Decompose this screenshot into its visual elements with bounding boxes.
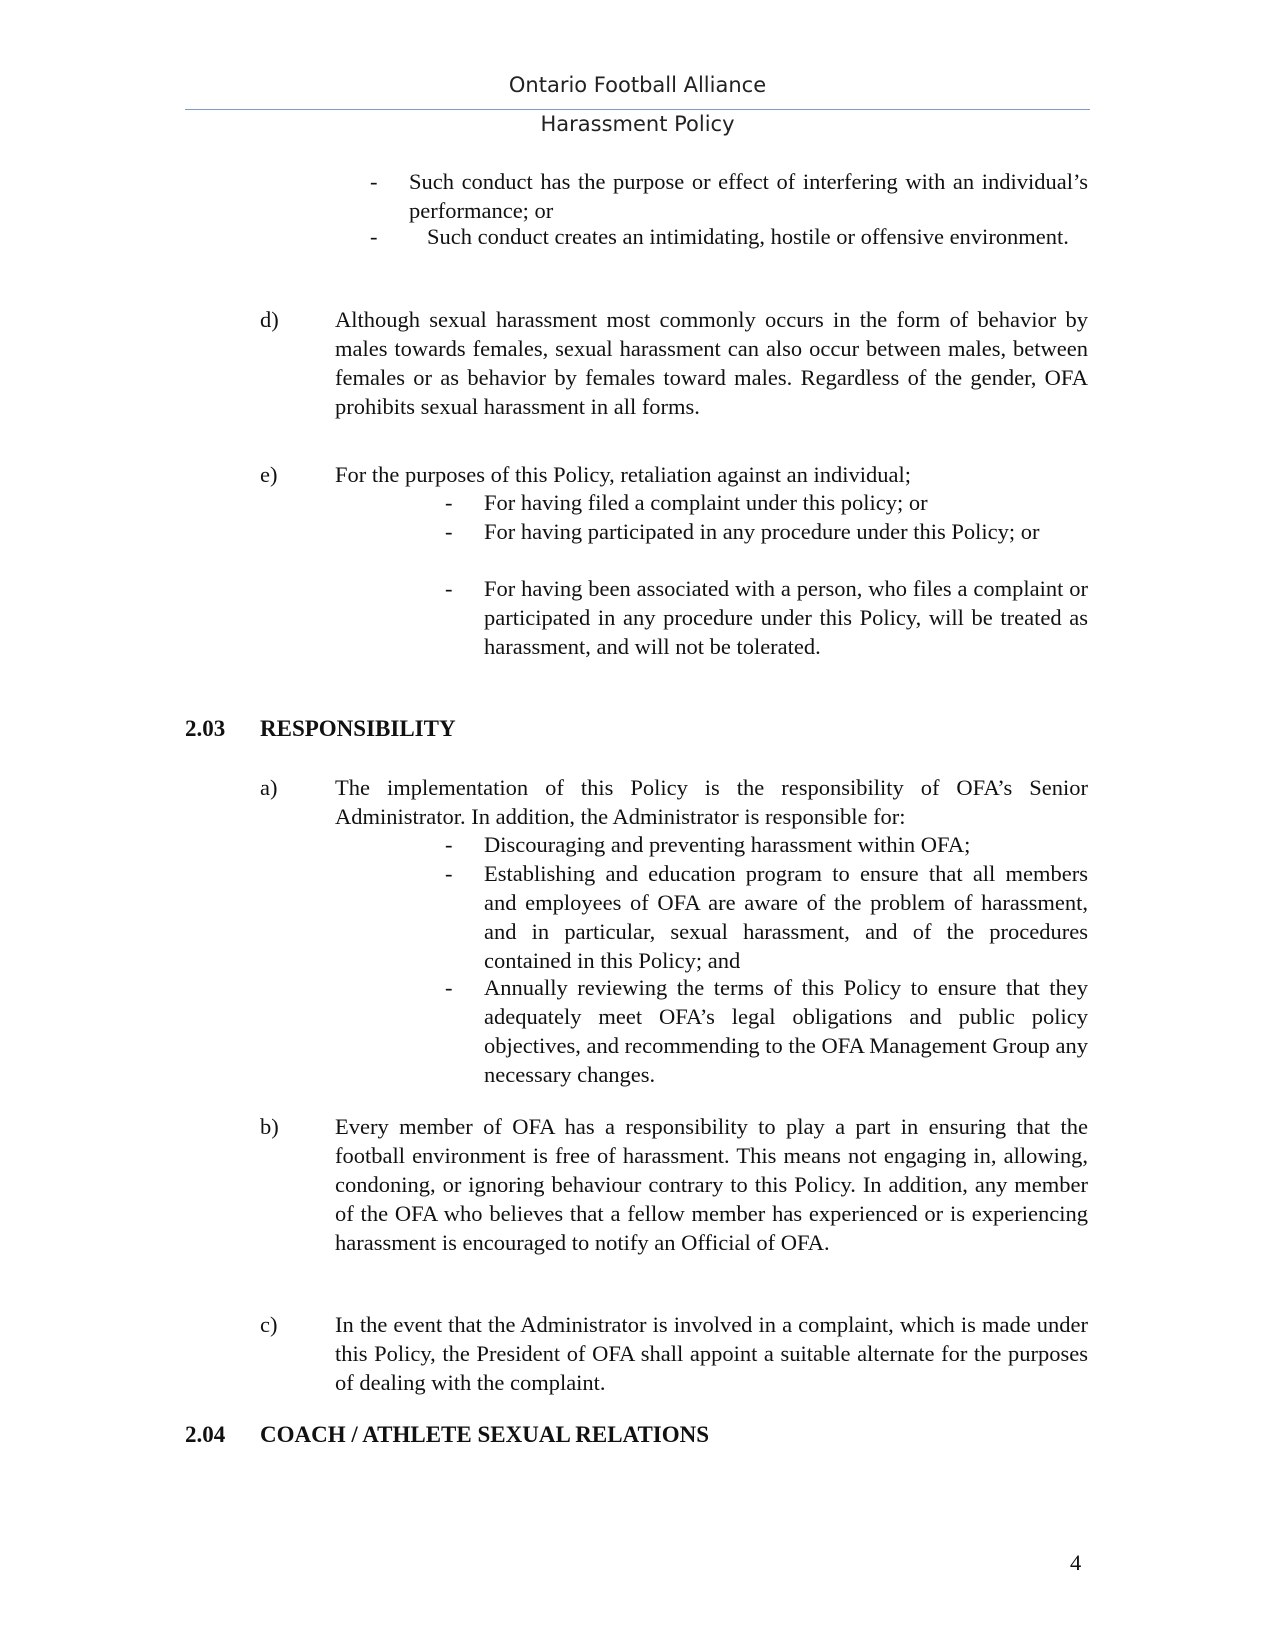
bullet-dash: - (445, 975, 453, 1000)
bullet-dash: - (445, 576, 453, 601)
bullet-dash: - (370, 224, 378, 249)
item-a-bullet-2: Establishing and education program to ensure that all members and employees of OFA are aware of the problem of harassment, and in particular, sexual harassment, and of the procedures contained in this Policy; and (484, 861, 1088, 973)
item-d-paragraph: Although sexual harassment most commonly occurs in the form of behavior by males towards females, sexual harassment can also occur between males, between females or as behavior by females toward males. Regardless of the gender, OFA prohibits sexual harassment in all forms. (335, 307, 1088, 419)
intro-bullet-1: Such conduct has the purpose or effect of interfering with an individual’s performance; or (409, 169, 1088, 223)
bullet-dash: - (445, 519, 453, 544)
item-e-bullet-1: For having filed a complaint under this policy; or (484, 490, 928, 515)
item-label: a) (260, 775, 278, 800)
section-number: 2.03 (185, 716, 226, 741)
item-b-paragraph: Every member of OFA has a responsibility to play a part in ensuring that the football environment is free of harassment. This means not engaging in, allowing, condoning, or ignoring behaviour contrary to this Policy. In addition, any member of the OFA who believes that a fellow member has experienced or is experiencing harassment is encouraged to notify an Official of OFA. (335, 1114, 1088, 1255)
item-label: d) (260, 307, 279, 332)
header-rule (185, 109, 1090, 110)
bullet-dash: - (370, 169, 378, 194)
section-title: RESPONSIBILITY (260, 716, 456, 741)
item-label: c) (260, 1312, 278, 1337)
header-org-name: Ontario Football Alliance (508, 73, 767, 97)
item-e-paragraph: For the purposes of this Policy, retaliation against an individual; (335, 462, 911, 487)
item-a-paragraph: The implementation of this Policy is the responsibility of OFA’s Senior Administrator. In addition, the Administrator is responsible for: (335, 775, 1088, 829)
item-a-bullet-3: Annually reviewing the terms of this Policy to ensure that they adequately meet OFA’s legal obligations and public policy objectives, and recommending to the OFA Management Group any necessary changes. (484, 975, 1088, 1087)
item-e-bullet-3: For having been associated with a person, who files a complaint or participated in any procedure under this Policy, will be treated as harassment, and will not be tolerated. (484, 576, 1088, 659)
bullet-dash: - (445, 490, 453, 515)
page-number: 4 (1070, 1550, 1082, 1575)
bullet-dash: - (445, 861, 453, 886)
item-a-bullet-1: Discouraging and preventing harassment within OFA; (484, 832, 971, 857)
bullet-dash: - (445, 832, 453, 857)
intro-bullet-2: Such conduct creates an intimidating, hostile or offensive environment. (427, 224, 1069, 249)
section-number: 2.04 (185, 1422, 226, 1447)
item-c-paragraph: In the event that the Administrator is involved in a complaint, which is made under this Policy, the President of OFA shall appoint a suitable alternate for the purposes of dealing with the complaint. (335, 1312, 1088, 1395)
item-e-bullet-2: For having participated in any procedure under this Policy; or (484, 519, 1040, 544)
section-title: COACH / ATHLETE SEXUAL RELATIONS (260, 1422, 710, 1447)
header-document-title: Harassment Policy (540, 112, 735, 136)
item-label: e) (260, 462, 278, 487)
item-label: b) (260, 1114, 279, 1139)
